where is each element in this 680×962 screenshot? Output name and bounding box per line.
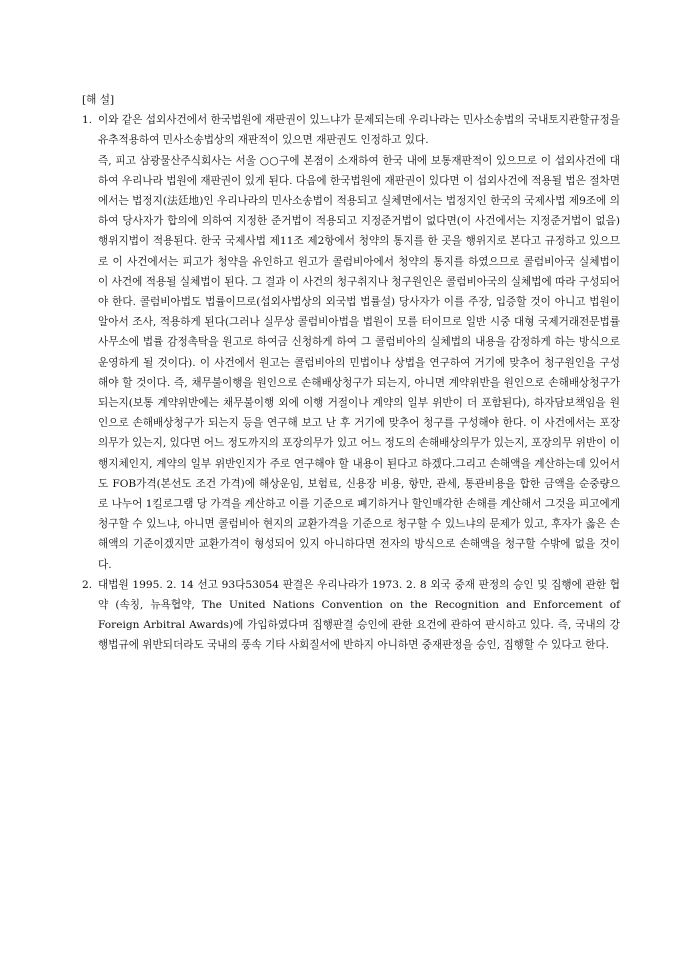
item-number: 2. bbox=[82, 578, 93, 591]
list-item-2 bbox=[82, 575, 620, 656]
paragraph: 이와 같은 섭외사건에서 한국법원에 재판권이 있느냐가 문제되는데 우리나라는 민사소송법의 국내토지관할규정을 유추적용하여 민사소송법상의 재판적이 있으면 재판권도 인정하고 있다. bbox=[98, 114, 620, 147]
paragraph: 대법원 1995. 2. 14 선고 93다53054 판결은 우리나라가 1973. 2. 8 외국 중재 판정의 승인 및 집행에 관한 협약 (속칭, 뉴욕협약, The United Nations Convention on the Recognition and Enforcement of Foreign Arbitral Awards)에 가입하였다며 집행판결 승인에 관한 요건에 관하여 판시하고 있다. 즉, 국내의 강행법규에 위반되더라도 국내의 풍속 기타 사회질서에 반하지 아니하면 중재판정을 승인, 집행할 수 있다고 한다. bbox=[98, 578, 620, 652]
list-item-1 bbox=[82, 110, 620, 575]
paragraph: 즉, 피고 삼광물산주식회사는 서울 ○○구에 본점이 소재하여 한국 내에 보통재판적이 있으므로 이 섭외사건에 대하여 우리나라 법원에 재판권이 있게 된다. 다음에 한국법원에 재판권이 있다면 이 섭외사건에 적용될 법은 절차면에서는 법정지(法廷地)인 우리나라의 민사소송법이 적용되고 실체면에서는 법정지인 한국의 국제사법 제9조에 의하여 당사자가 합의에 의하여 지정한 준거법이 적용되고 지정준거법이 없다면(이 사건에서는 지정준거법이 없음) 행위지법이 적용된다. 한국 국제사법 제11조 제2항에서 청약의 통지를 한 곳을 행위지로 본다고 규정하고 있으므로 이 사건에서는 피고가 청약을 유인하고 원고가 콜럼비아에서 청약의 통지를 하였으므로 콜럼비아국 실체법이 이 사건에 적용될 실체법이 된다. 그 결과 이 사건의 청구취지나 청구원인은 콜럼비아국의 실체법에 따라 구성되어야 한다. 콜럼비아법도 법률이므로(섭외사법상의 외국법 법률설) 당사자가 이를 주장, 입증할 것이 아니고 법원이 알아서 조사, 적용하게 된다(그러나 실무상 콜럼비아법을 법원이 모를 터이므로 일반 시중 대형 국제거래전문법률사무소에 법률 감정촉탁을 원고로 하여금 신청하게 하여 그 콜럼비아의 실체법의 내용을 감정하게 하는 방식으로 운영하게 될 것이다). 이 사건에서 원고는 콜럼비아의 민법이나 상법을 연구하여 거기에 맞추어 청구원인을 구성해야 할 것이다. 즉, 채무불이행을 원인으로 손해배상청구가 되는지, 아니면 계약위반을 원인으로 손해배상청구가 되는지(보통 계약위반에는 채무불이행 외에 이행 거절이나 계약의 일부 위반이 더 포함된다), 하자담보책임을 원인으로 손해배상청구가 되는지 등을 연구해 보고 난 후 거기에 맞추어 청구를 구성해야 한다. 이 사건에서는 포장의무가 있는지, 있다면 어느 정도까지의 포장의무가 있고 어느 정도의 손해배상의무가 있는지, 포장의무 위반이 이행지체인지, 계약의 일부 위반인지가 주로 연구해야 할 내용이 된다고 하겠다.그리고 손해액을 계산하는데 있어서도 FOB가격(본선도 조건 가격)에 해상운임, 보험료, 신용장 비용, 항만, 관세, 통관비용을 합한 금액을 순중량으로 나누어 1킬로그램 당 가격을 계산하고 이를 기준으로 폐기하거나 할인매각한 손해를 계산해서 그것을 피고에게 청구할 수 있느냐, 아니면 콜럼비아 현지의 교환가격을 기준으로 청구할 수 있느냐의 문제가 있고, 후자가 옳은 손해액의 기준이겠지만 교환가격이 형성되어 있지 아니하다면 전자의 방식으로 손해액을 청구할 수밖에 없을 것이다. bbox=[98, 154, 620, 571]
item-number: 1. bbox=[82, 114, 93, 127]
section-heading: [해 설] bbox=[82, 94, 115, 106]
